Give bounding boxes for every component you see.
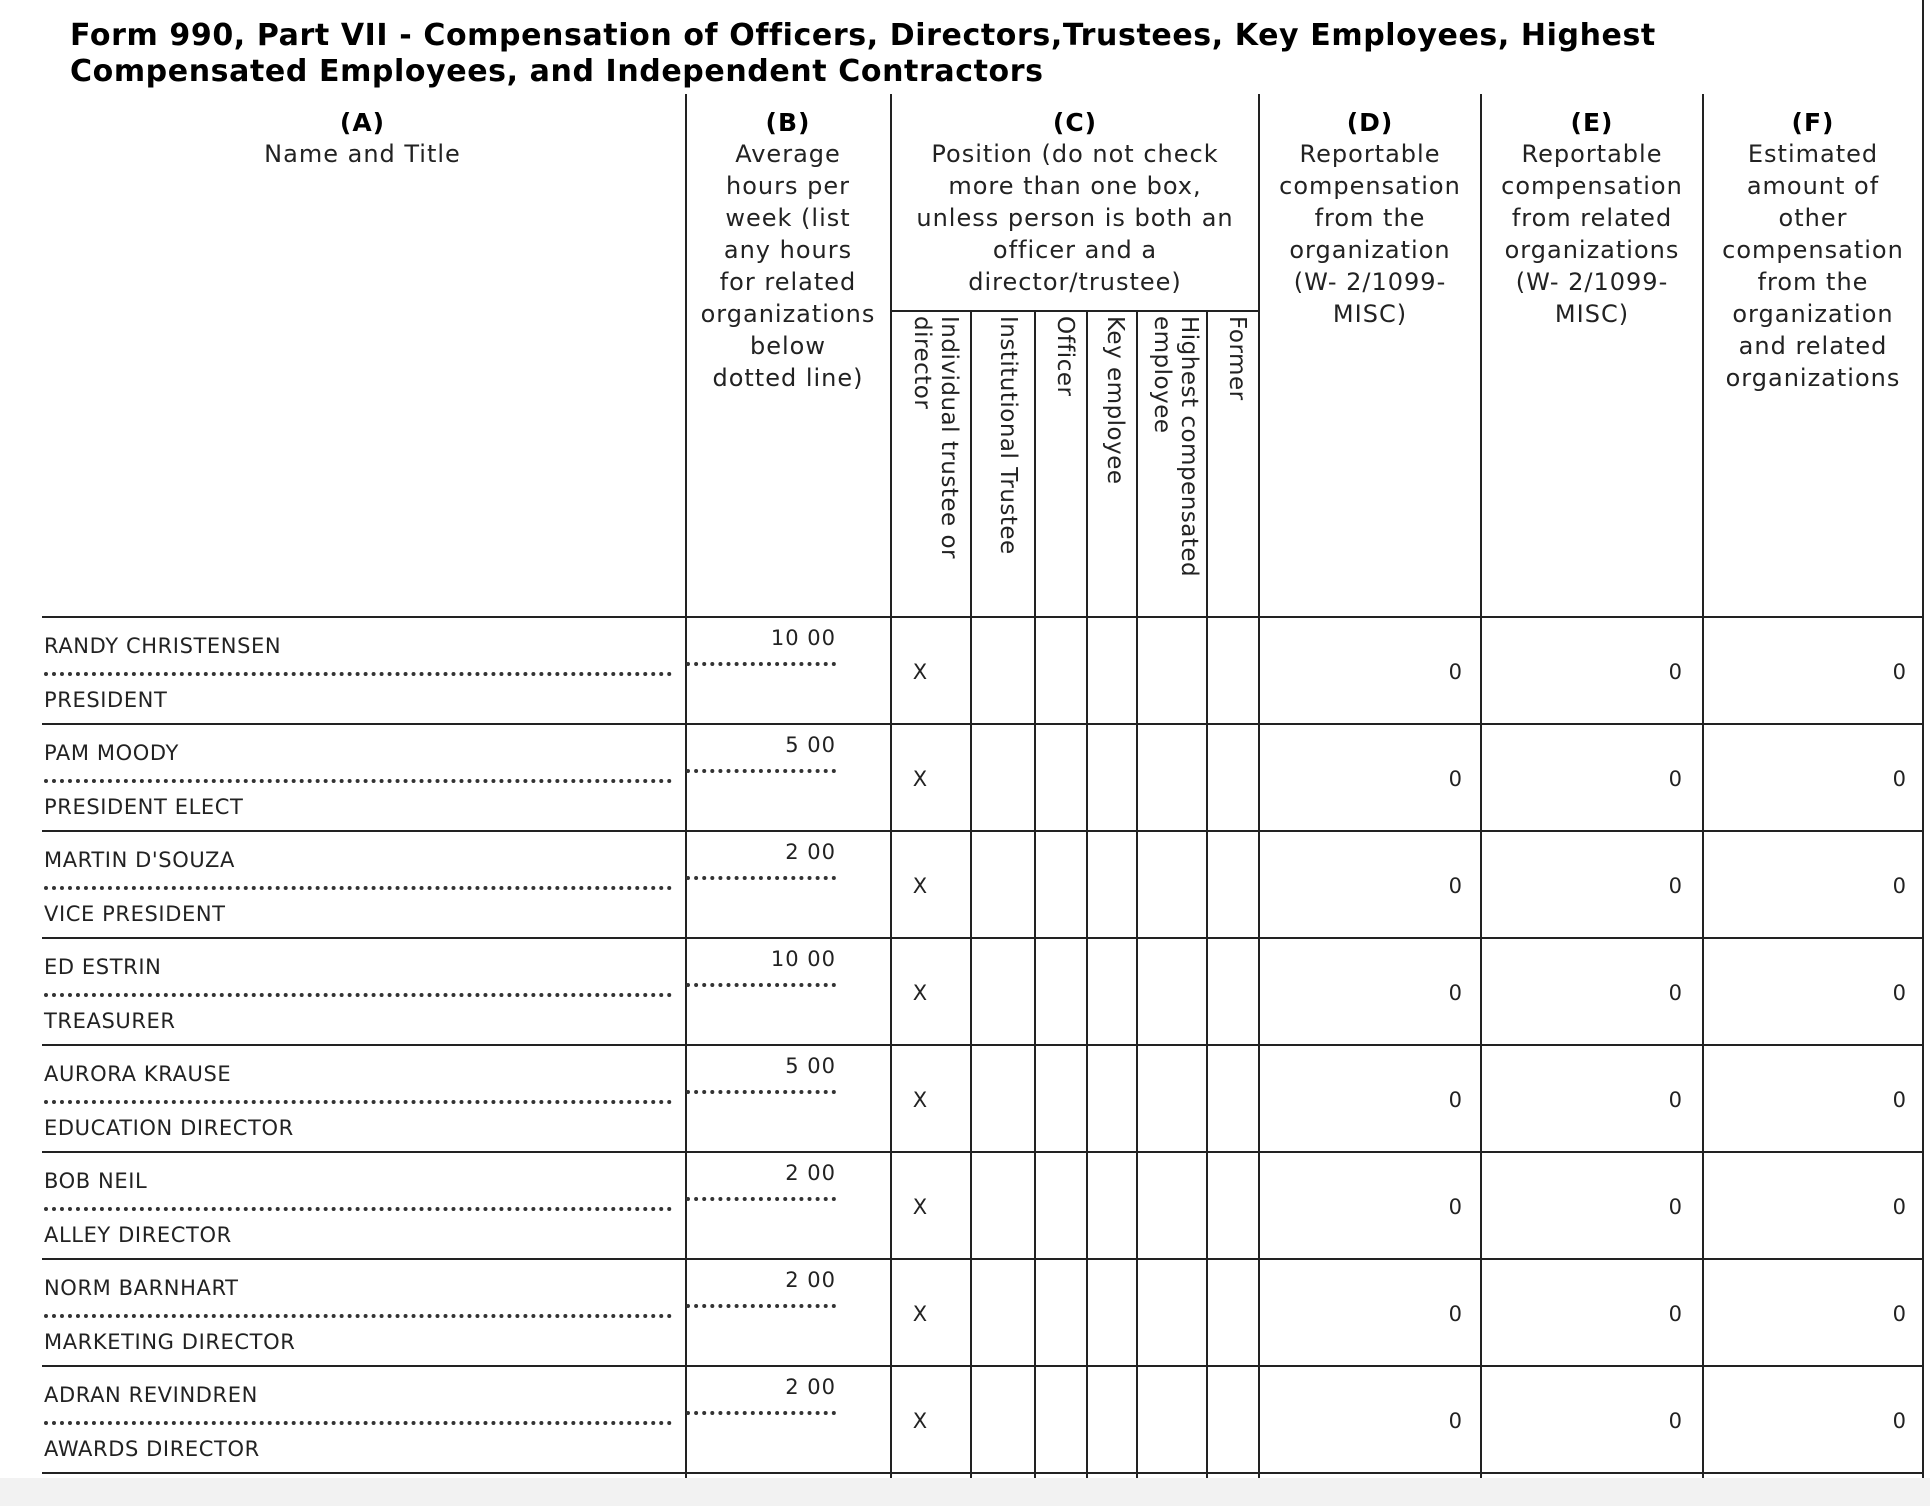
person-title: AWARDS DIRECTOR: [44, 1437, 260, 1461]
position-check-mark: X: [912, 1088, 928, 1112]
hours-dotted-line: [686, 1411, 836, 1415]
column-header-b: [687, 108, 889, 394]
person-name: RANDY CHRISTENSEN: [44, 634, 282, 658]
table-row: [0, 1153, 1930, 1260]
other-comp: 0: [1892, 1409, 1906, 1433]
column-d-letter: (D): [1346, 108, 1394, 137]
dotted-leader: [44, 1100, 672, 1104]
page-bottom-edge: [0, 1478, 1930, 1506]
hours-per-week: 2 00: [785, 1268, 836, 1292]
form-title-line-1: Form 990, Part VII - Compensation of Officers, Directors,Trustees, Key Employees, Highest: [70, 18, 1656, 53]
person-name: PAM MOODY: [44, 741, 179, 765]
subheader-key-employee: Key employee: [1102, 316, 1128, 485]
column-c-letter: (C): [1052, 108, 1098, 137]
reportable-comp-related: 0: [1668, 874, 1682, 898]
person-title: TREASURER: [44, 1009, 176, 1033]
hours-per-week: 10 00: [770, 947, 836, 971]
column-a-letter: (A): [339, 108, 386, 137]
form-title-line-2: Compensated Employees, and Independent Contractors: [70, 54, 1044, 89]
table-bottom-line: [42, 1472, 1922, 1474]
table-row: [0, 1046, 1930, 1153]
column-c-desc: Position (do not check more than one box, unless person is both an officer and a director/trustee): [916, 140, 1234, 296]
other-comp: 0: [1892, 1195, 1906, 1219]
table-row: [0, 1260, 1930, 1367]
hours-dotted-line: [686, 983, 836, 987]
hours-per-week: 5 00: [785, 733, 836, 757]
reportable-comp-related: 0: [1668, 767, 1682, 791]
hours-dotted-line: [686, 1304, 836, 1308]
hours-dotted-line: [686, 769, 836, 773]
column-f-desc: Estimated amount of other compensation from the organization and related organizations: [1722, 140, 1904, 392]
reportable-comp-org: 0: [1448, 1088, 1462, 1112]
person-title: PRESIDENT ELECT: [44, 795, 244, 819]
position-check-mark: X: [912, 767, 928, 791]
person-name: ADRAN REVINDREN: [44, 1383, 258, 1407]
dotted-leader: [44, 886, 672, 890]
dotted-leader: [44, 1207, 672, 1211]
person-title: PRESIDENT: [44, 688, 168, 712]
reportable-comp-org: 0: [1448, 981, 1462, 1005]
other-comp: 0: [1892, 1302, 1906, 1326]
other-comp: 0: [1892, 767, 1906, 791]
column-f-letter: (F): [1791, 108, 1835, 137]
reportable-comp-org: 0: [1448, 1409, 1462, 1433]
position-check-mark: X: [912, 1302, 928, 1326]
reportable-comp-related: 0: [1668, 1409, 1682, 1433]
person-name: MARTIN D'SOUZA: [44, 848, 235, 872]
subheader-former: Former: [1224, 316, 1250, 401]
column-e-letter: (E): [1570, 108, 1614, 137]
hours-per-week: 2 00: [785, 840, 836, 864]
column-b-letter: (B): [765, 108, 811, 137]
other-comp: 0: [1892, 1088, 1906, 1112]
reportable-comp-org: 0: [1448, 767, 1462, 791]
hours-dotted-line: [686, 1197, 836, 1201]
dotted-leader: [44, 993, 672, 997]
dotted-leader: [44, 1421, 672, 1425]
subheader-institutional-trustee: Institutional Trustee: [995, 316, 1021, 555]
dotted-leader: [44, 672, 672, 676]
dotted-leader: [44, 1314, 672, 1318]
table-row: [0, 832, 1930, 939]
reportable-comp-org: 0: [1448, 1195, 1462, 1219]
hours-dotted-line: [686, 662, 836, 666]
column-header-c: [892, 108, 1258, 298]
hours-per-week: 2 00: [785, 1161, 836, 1185]
subheader-highest-compensated: Highest compensated employee: [1149, 316, 1202, 578]
reportable-comp-org: 0: [1448, 1302, 1462, 1326]
position-check-mark: X: [912, 981, 928, 1005]
hours-per-week: 10 00: [770, 626, 836, 650]
person-title: EDUCATION DIRECTOR: [44, 1116, 294, 1140]
column-b-desc: Average hours per week (list any hours for related organizations below dotted line): [700, 140, 876, 392]
person-title: ALLEY DIRECTOR: [44, 1223, 232, 1247]
reportable-comp-org: 0: [1448, 874, 1462, 898]
dotted-leader: [44, 779, 672, 783]
person-name: ED ESTRIN: [44, 955, 162, 979]
person-title: MARKETING DIRECTOR: [44, 1330, 296, 1354]
table-row: [0, 618, 1930, 725]
other-comp: 0: [1892, 981, 1906, 1005]
position-check-mark: X: [912, 1195, 928, 1219]
other-comp: 0: [1892, 660, 1906, 684]
form-title: [70, 18, 1670, 90]
hours-dotted-line: [686, 876, 836, 880]
column-d-desc: Reportable compensation from the organization (W- 2/1099- MISC): [1279, 140, 1461, 328]
reportable-comp-related: 0: [1668, 660, 1682, 684]
other-comp: 0: [1892, 874, 1906, 898]
column-header-f: [1704, 108, 1922, 394]
column-header-e: [1482, 108, 1702, 330]
position-check-mark: X: [912, 874, 928, 898]
position-subheader-line: [890, 310, 1258, 312]
table-row: [0, 1367, 1930, 1474]
column-header-a: [60, 108, 665, 170]
reportable-comp-related: 0: [1668, 1302, 1682, 1326]
hours-per-week: 2 00: [785, 1375, 836, 1399]
hours-dotted-line: [686, 1090, 836, 1094]
person-name: AURORA KRAUSE: [44, 1062, 232, 1086]
hours-per-week: 5 00: [785, 1054, 836, 1078]
reportable-comp-related: 0: [1668, 1195, 1682, 1219]
column-e-desc: Reportable compensation from related organizations (W- 2/1099- MISC): [1501, 140, 1683, 328]
person-name: BOB NEIL: [44, 1169, 148, 1193]
column-a-desc: Name and Title: [264, 140, 461, 168]
position-check-mark: X: [912, 1409, 928, 1433]
table-row: [0, 725, 1930, 832]
reportable-comp-org: 0: [1448, 660, 1462, 684]
person-name: NORM BARNHART: [44, 1276, 239, 1300]
reportable-comp-related: 0: [1668, 1088, 1682, 1112]
person-title: VICE PRESIDENT: [44, 902, 226, 926]
position-check-mark: X: [912, 660, 928, 684]
table-row: [0, 939, 1930, 1046]
column-header-d: [1260, 108, 1480, 330]
reportable-comp-related: 0: [1668, 981, 1682, 1005]
subheader-individual-trustee: Individual trustee or director: [909, 316, 962, 560]
subheader-officer: Officer: [1052, 316, 1078, 397]
